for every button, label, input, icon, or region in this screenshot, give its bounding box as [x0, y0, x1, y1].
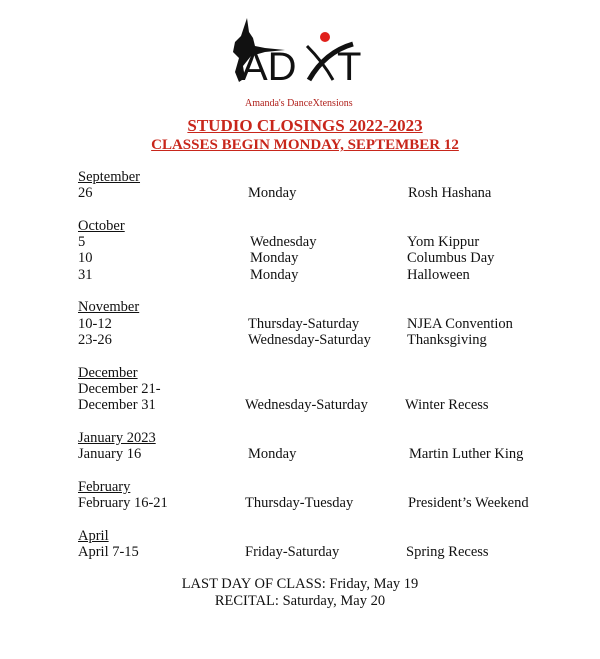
month-section: [78, 528, 598, 561]
closing-event: Columbus Day: [407, 250, 495, 267]
closing-date: December 21-: [78, 380, 161, 397]
month-section: [78, 299, 598, 348]
closing-event: Martin Luther King: [409, 446, 524, 463]
closing-event: Rosh Hashana: [408, 185, 492, 202]
closing-row: [78, 381, 598, 397]
month-section: [78, 430, 598, 463]
closing-row: [78, 397, 598, 413]
closing-date: 23-26: [78, 331, 112, 348]
closing-day: Wednesday-Saturday: [245, 397, 368, 414]
last-day-of-class: LAST DAY OF CLASS: Friday, May 19: [181, 576, 419, 592]
closing-row: [78, 316, 598, 332]
closing-day: Friday-Saturday: [245, 543, 340, 560]
page-subtitle: CLASSES BEGIN MONDAY, SEPTEMBER 12: [151, 137, 459, 153]
closing-day: Monday: [248, 185, 297, 202]
closing-row: [78, 332, 598, 348]
page-title: STUDIO CLOSINGS 2022-2023: [187, 116, 423, 135]
adxt-logo: [225, 16, 385, 110]
closing-event: Spring Recess: [406, 543, 489, 560]
closings-schedule: [78, 169, 598, 576]
closing-date: 5: [78, 234, 86, 251]
closing-row: [78, 185, 598, 201]
closing-row: [78, 234, 598, 250]
month-header: January 2023: [78, 429, 156, 446]
closing-day: Thursday-Tuesday: [245, 494, 354, 511]
closing-date: 26: [78, 185, 93, 202]
month-header: September: [78, 169, 141, 185]
closing-date: January 16: [78, 446, 142, 463]
closing-day: Thursday-Saturday: [248, 315, 360, 332]
closing-row: [78, 495, 598, 511]
closing-date: February 16-21: [78, 494, 168, 511]
closing-day: Monday: [248, 446, 297, 463]
svg-text:T: T: [337, 45, 362, 89]
month-header: October: [78, 217, 125, 234]
recital-date: RECITAL: Saturday, May 20: [214, 592, 386, 609]
closing-day: Wednesday: [250, 234, 317, 251]
closing-event: President’s Weekend: [408, 494, 529, 511]
closing-date: 31: [78, 266, 93, 283]
closing-day: Monday: [250, 266, 299, 283]
dancer-logo-icon: [225, 16, 385, 110]
month-header: February: [78, 478, 131, 495]
month-header: April: [78, 527, 109, 544]
logo-tagline: Amanda's DanceXtensions: [245, 98, 353, 109]
closing-date: 10-12: [78, 315, 112, 332]
closing-event: Halloween: [407, 266, 470, 283]
month-section: [78, 218, 598, 283]
closing-event: Thanksgiving: [407, 331, 487, 348]
closing-row: [78, 267, 598, 283]
month-header: November: [78, 299, 140, 316]
closing-date: 10: [78, 250, 93, 267]
closing-event: NJEA Convention: [407, 315, 513, 332]
closing-date: April 7-15: [78, 543, 139, 560]
closing-event: Yom Kippur: [407, 234, 480, 251]
month-section: [78, 169, 598, 202]
month-header: December: [78, 364, 138, 381]
closing-row: [78, 544, 598, 560]
closing-day: Monday: [250, 250, 299, 267]
svg-text:AD: AD: [241, 45, 297, 89]
closing-row: [78, 446, 598, 462]
month-section: [78, 365, 598, 414]
closing-event: Winter Recess: [405, 397, 489, 414]
closing-day: Wednesday-Saturday: [248, 331, 371, 348]
closing-row: [78, 250, 598, 266]
closing-date: December 31: [78, 397, 156, 414]
footer: [0, 576, 600, 609]
month-section: [78, 479, 598, 512]
